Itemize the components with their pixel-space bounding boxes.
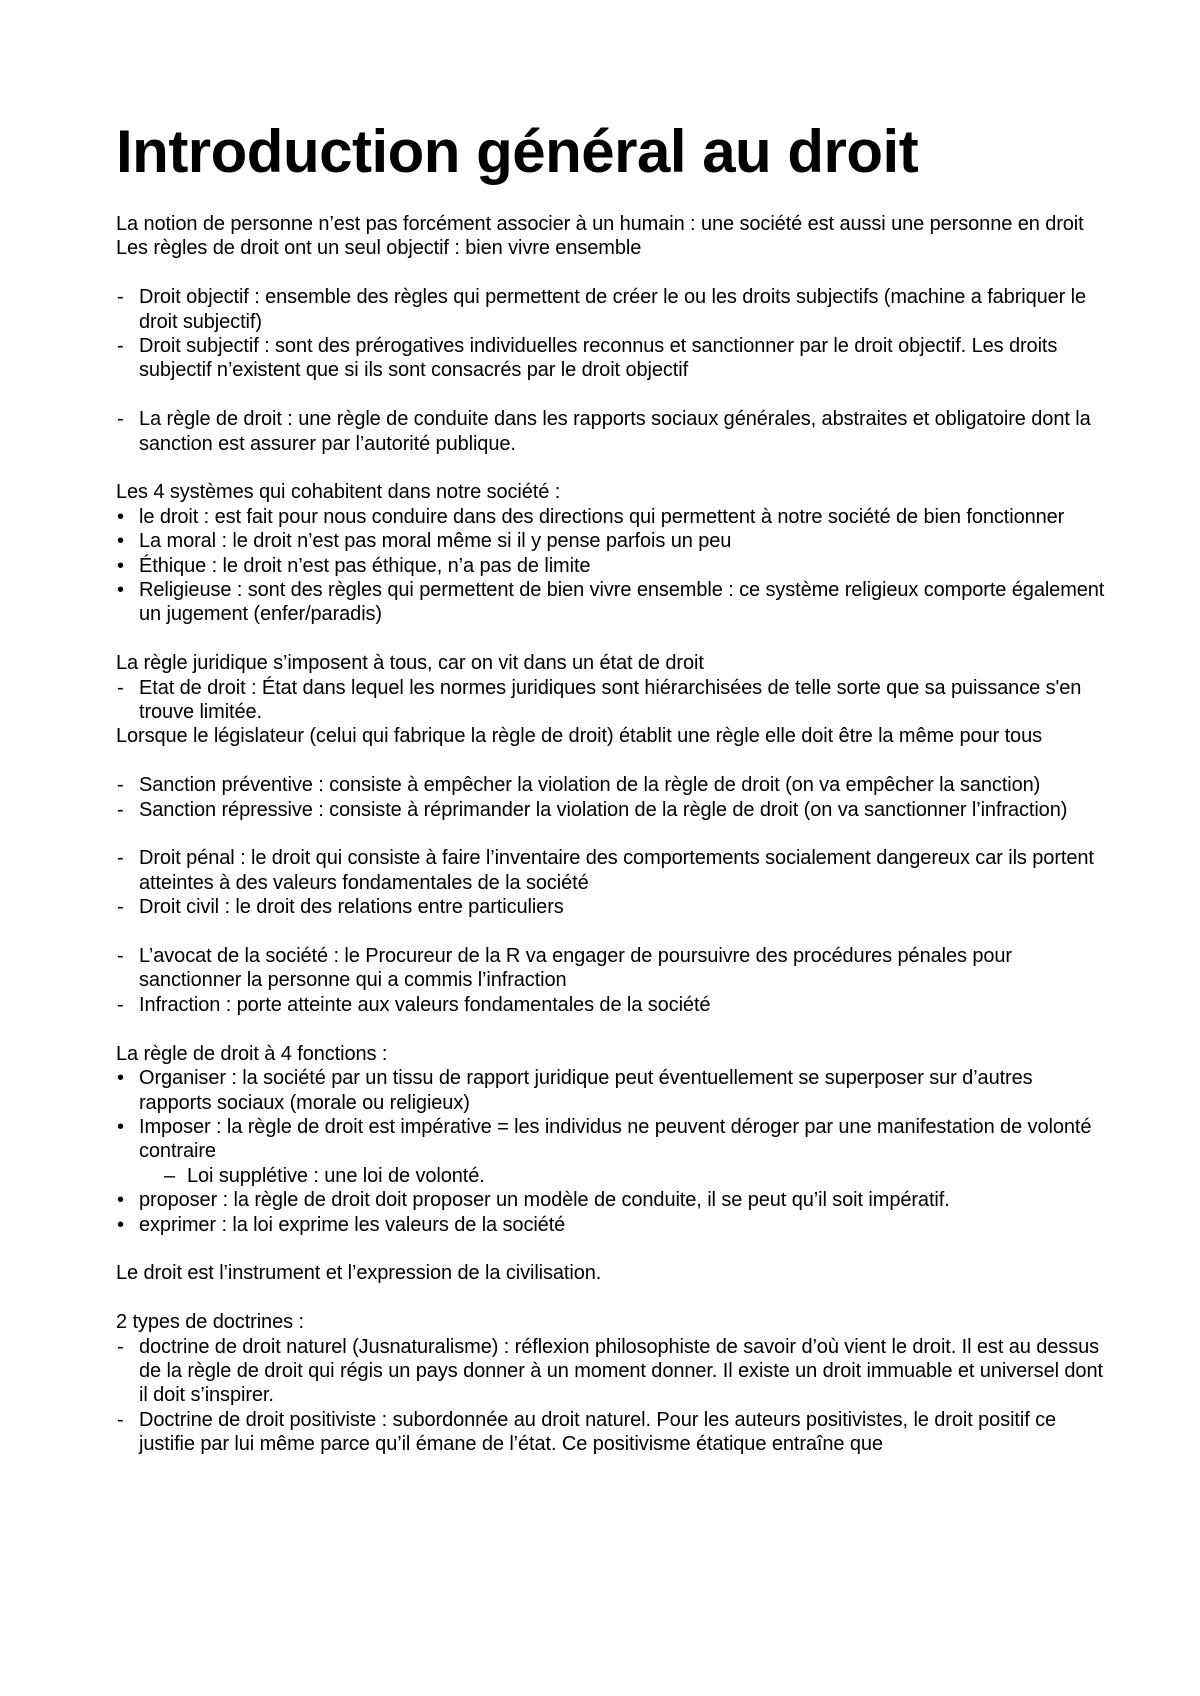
list-item: - L’avocat de la société : le Procureur de la R va engager de poursuivre des procédures pénales pour sanctionner la personne qui a commis l’infraction	[116, 944, 1106, 993]
list-item: - doctrine de droit naturel (Jusnaturalisme) : réflexion philosophiste de savoir d’où vient le droit. Il est au dessus de la règle de droit qui régis un pays donner à un moment donner. Il existe un droit immuable et universel dont il doit s’inspirer.	[116, 1335, 1106, 1408]
paragraph-systemes-heading: Les 4 systèmes qui cohabitent dans notre société :	[116, 481, 561, 504]
list-item: • proposer : la règle de droit doit proposer un modèle de conduite, il se peut qu’il soit impératif.	[116, 1188, 1106, 1212]
list-item: • Éthique : le droit n’est pas éthique, n’a pas de limite	[116, 554, 1106, 578]
spacer	[116, 383, 1106, 407]
list-item: - Sanction répressive : consiste à réprimander la violation de la règle de droit (on va sanctionner l’infraction)	[116, 798, 1106, 822]
paragraph-civilisation: Le droit est l’instrument et l’expression de la civilisation.	[116, 1262, 602, 1285]
list-sanctions	[116, 773, 1106, 822]
list-item: - La règle de droit : une règle de conduite dans les rapports sociaux générales, abstraites et obligatoire dont la sanction est assurer par l’autorité publique.	[116, 407, 1106, 456]
paragraph-personne: La notion de personne n’est pas forcément associer à un humain : une société est aussi une personne en droit	[116, 213, 1084, 235]
list-avocat	[116, 944, 1106, 1017]
list-item: • Organiser : la société par un tissu de rapport juridique peut éventuellement se superposer sur d’autres rapports sociaux (morale ou religieux)	[116, 1066, 1106, 1115]
list-item: – Loi supplétive : une loi de volonté.	[164, 1164, 1106, 1188]
paragraph-regle-juridique: La règle juridique s’imposent à tous, car on vit dans un état de droit	[116, 652, 704, 675]
spacer	[116, 749, 1106, 773]
list-item: - Etat de droit : État dans lequel les normes juridiques sont hiérarchisées de telle sorte que sa puissance s'en trouve limitée.	[116, 676, 1106, 725]
list-item: • Imposer : la règle de droit est impérative = les individus ne peuvent déroger par une manifestation de volonté contraire	[116, 1115, 1106, 1164]
paragraph-legislateur: Lorsque le législateur (celui qui fabrique la règle de droit) établit une règle elle doit être la même pour tous	[116, 725, 1043, 748]
list-droits	[116, 846, 1106, 919]
list-item: • Religieuse : sont des règles qui permettent de bien vivre ensemble : ce système religieux comporte également un jugement (enfer/paradis)	[116, 578, 1106, 627]
list-droit-objectif	[116, 285, 1106, 383]
spacer	[116, 920, 1106, 944]
spacer	[116, 261, 1106, 285]
list-item: • exprimer : la loi exprime les valeurs de la société	[116, 1213, 1106, 1237]
paragraph-fonctions-heading: La règle de droit à 4 fonctions :	[116, 1042, 388, 1065]
document-title: Introduction général au droit	[116, 118, 919, 185]
list-systemes	[116, 505, 1106, 627]
list-item: - Droit objectif : ensemble des règles qui permettent de créer le ou les droits subjectifs (machine a fabriquer le droit subjectif)	[116, 285, 1106, 334]
paragraph-objectif: Les règles de droit ont un seul objectif : bien vivre ensemble	[116, 237, 642, 260]
list-item: • La moral : le droit n’est pas moral même si il y pense parfois un peu	[116, 529, 1106, 553]
list-item: - Droit civil : le droit des relations entre particuliers	[116, 895, 1106, 919]
list-doctrines	[116, 1335, 1106, 1457]
list-item: - Sanction préventive : consiste à empêcher la violation de la règle de droit (on va empêcher la sanction)	[116, 773, 1106, 797]
list-item: - Droit pénal : le droit qui consiste à faire l’inventaire des comportements socialement dangereux car ils portent atteintes à des valeurs fondamentales de la société	[116, 846, 1106, 895]
list-item: • le droit : est fait pour nous conduire dans des directions qui permettent à notre société de bien fonctionner	[116, 505, 1106, 529]
paragraph-doctrines-heading: 2 types de doctrines :	[116, 1311, 304, 1334]
list-fonctions-sub	[164, 1164, 1106, 1188]
list-item: - Droit subjectif : sont des prérogatives individuelles reconnus et sanctionner par le droit objectif. Les droits subjectif n’existent que si ils sont consacrés par le droit objectif	[116, 334, 1106, 383]
list-fonctions	[116, 1066, 1106, 1164]
list-item: - Doctrine de droit positiviste : subordonnée au droit naturel. Pour les auteurs positivistes, le droit positif ce justifie par lui même parce qu’il émane de l’état. Ce positivisme étatique entraîne que	[116, 1408, 1106, 1457]
list-regle-de-droit	[116, 407, 1106, 456]
document-page	[116, 118, 1106, 1457]
spacer	[116, 1286, 1106, 1310]
spacer	[116, 1017, 1106, 1041]
spacer	[116, 456, 1106, 480]
list-fonctions-continued	[116, 1188, 1106, 1237]
spacer	[116, 1237, 1106, 1261]
list-item: - Infraction : porte atteinte aux valeurs fondamentales de la société	[116, 993, 1106, 1017]
list-etat-de-droit	[116, 676, 1106, 725]
spacer	[116, 627, 1106, 651]
spacer	[116, 822, 1106, 846]
